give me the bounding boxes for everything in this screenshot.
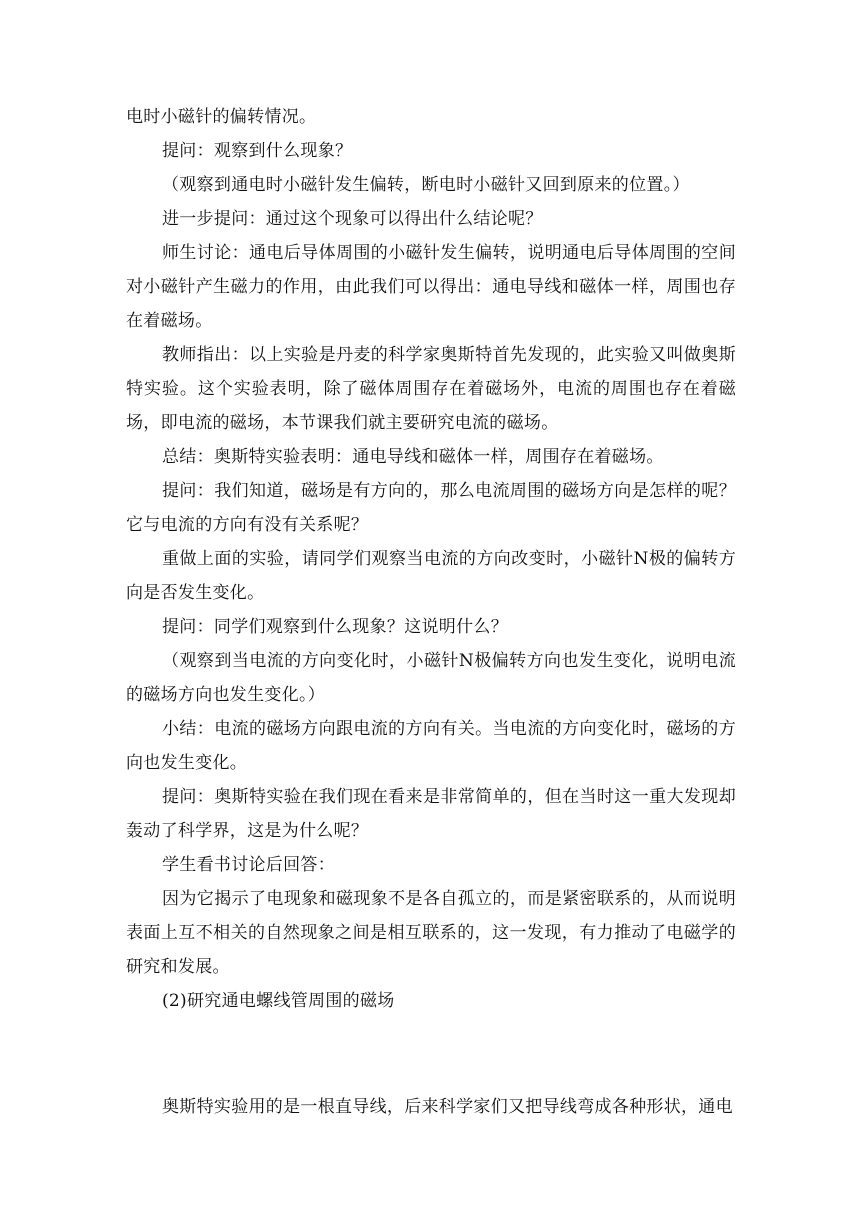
paragraph-observation: （观察到通电时小磁针发生偏转，断电时小磁针又回到原来的位置。）	[162, 175, 690, 195]
paragraph-observation-2: （观察到当电流的方向变化时，小磁针N极偏转方向也发生变化，说明电流的磁场方向也发生变化。）	[126, 651, 736, 705]
paragraph-next-section: 奥斯特实验用的是一根直导线，后来科学家们又把导线弯成各种形状，通电	[162, 1097, 733, 1117]
paragraph-further-question: 进一步提问：通过这个现象可以得出什么结论呢？	[162, 209, 543, 229]
paragraph-summary: 总结：奥斯特实验表明：通电导线和磁体一样，周围存在着磁场。	[162, 447, 664, 467]
section-gap	[126, 1018, 736, 1090]
paragraph-discussion: 师生讨论：通电后导体周围的小磁针发生偏转，说明通电后导体周围的空间对小磁针产生磁力的作用，由此我们可以得出：通电导线和磁体一样，周围也存在着磁场。	[126, 243, 736, 331]
paragraph-repeat-experiment: 重做上面的实验，请同学们观察当电流的方向改变时，小磁针N极的偏转方向是否发生变化。	[126, 549, 736, 603]
paragraph-student-question: 提问：同学们观察到什么现象？这说明什么？	[162, 617, 508, 637]
document-body	[126, 100, 736, 1124]
paragraph-teacher-note: 教师指出：以上实验是丹麦的科学家奥斯特首先发现的，此实验又叫做奥斯特实验。这个实验表明，除了磁体周围存在着磁场外，电流的周围也存在着磁场，即电流的磁场，本节课我们就主要研究电流的磁场。	[126, 345, 736, 433]
paragraph-student-answer-intro: 学生看书讨论后回答：	[162, 855, 335, 875]
paragraph-direction-question: 提问：我们知道，磁场是有方向的，那么电流周围的磁场方向是怎样的呢？它与电流的方向有没有关系呢？	[126, 481, 736, 535]
paragraph-question: 提问：观察到什么现象？	[162, 141, 353, 161]
paragraph-continuation: 电时小磁针的偏转情况。	[126, 107, 317, 127]
section-heading-solenoid: (2)研究通电螺线管周围的磁场	[162, 991, 395, 1011]
paragraph-brief-summary: 小结：电流的磁场方向跟电流的方向有关。当电流的方向变化时，磁场的方向也发生变化。	[126, 719, 736, 773]
paragraph-answer: 因为它揭示了电现象和磁现象不是各自孤立的，而是紧密联系的，从而说明表面上互不相关的自然现象之间是相互联系的，这一发现，有力推动了电磁学的研究和发展。	[126, 889, 736, 977]
paragraph-significance-question: 提问：奥斯特实验在我们现在看来是非常简单的，但在当时这一重大发现却轰动了科学界，这是为什么呢？	[126, 787, 736, 841]
